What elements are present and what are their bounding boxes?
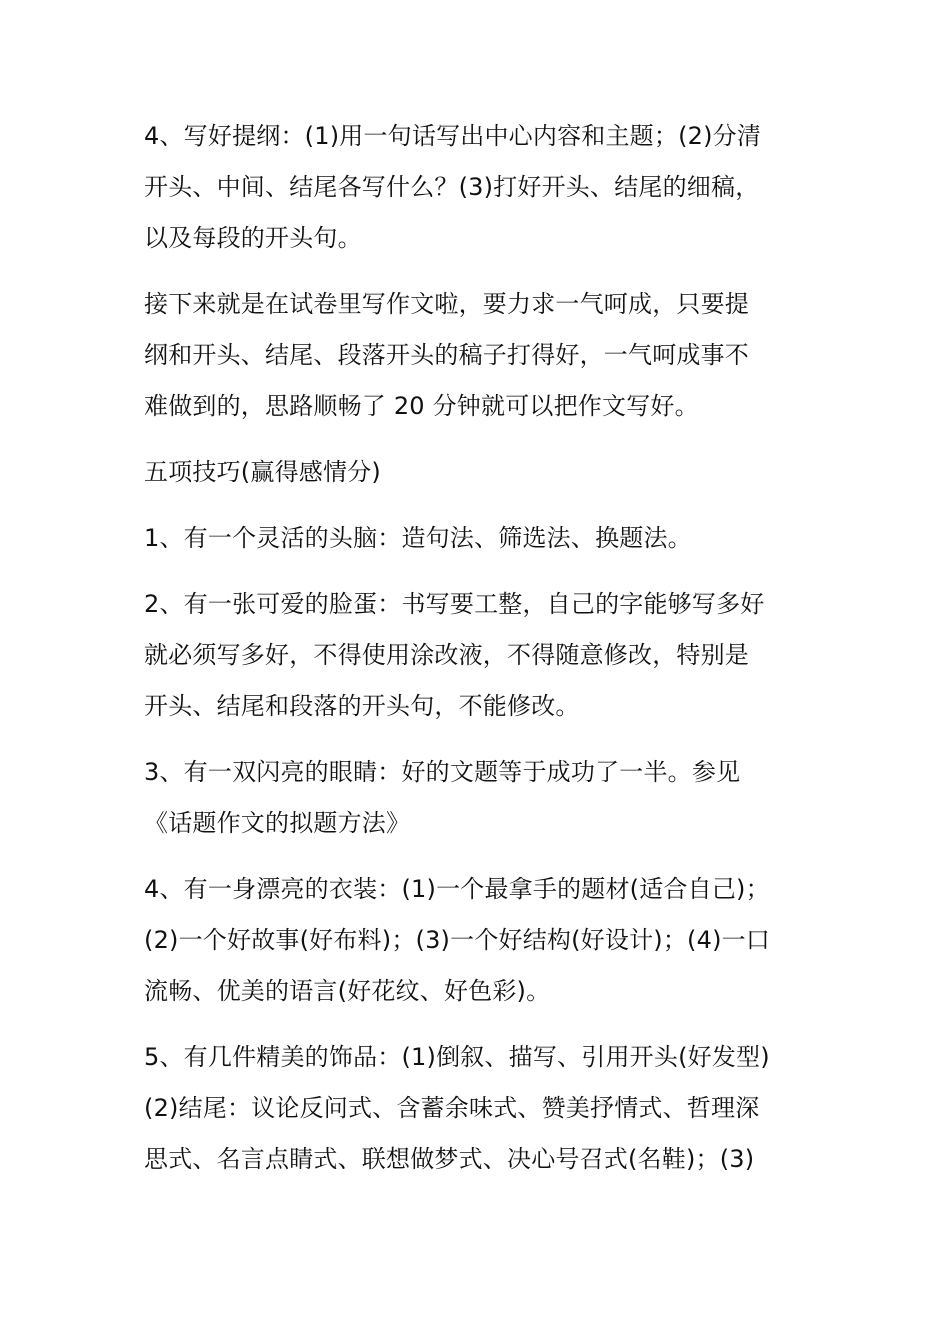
section-heading xyxy=(144,447,830,498)
paragraph-tip-2 xyxy=(144,579,830,732)
paragraph-tip-3 xyxy=(144,747,830,849)
text-line: 开头、结尾和段落的开头句，不能修改。 xyxy=(144,692,580,720)
text-line: 2、有一张可爱的脸蛋：书写要工整，自己的字能够写多好 xyxy=(144,590,765,618)
text-line: 4、写好提纲：(1)用一句话写出中心内容和主题；(2)分清 xyxy=(144,122,762,150)
paragraph-outline-step xyxy=(144,111,830,264)
text-line: 五项技巧(赢得感情分) xyxy=(144,458,381,486)
paragraph-tip-1 xyxy=(144,513,830,564)
text-line: 纲和开头、结尾、段落开头的稿子打得好，一气呵成事不 xyxy=(144,341,749,369)
text-line: 难做到的，思路顺畅了 20 分钟就可以把作文写好。 xyxy=(144,392,699,420)
text-line: 以及每段的开头句。 xyxy=(144,224,362,252)
text-line: 流畅、优美的语言(好花纹、好色彩)。 xyxy=(144,977,551,1005)
text-line: 5、有几件精美的饰品：(1)倒叙、描写、引用开头(好发型) xyxy=(144,1043,770,1071)
paragraph-write-essay xyxy=(144,279,830,432)
paragraph-tip-4 xyxy=(144,864,830,1017)
text-line: 4、有一身漂亮的衣装：(1)一个最拿手的题材(适合自己)； xyxy=(144,875,770,903)
text-line: 3、有一双闪亮的眼睛：好的文题等于成功了一半。参见 xyxy=(144,758,741,786)
text-line: 思式、名言点睛式、联想做梦式、决心号召式(名鞋)；(3) xyxy=(144,1145,755,1173)
text-line: 1、有一个灵活的头脑：造句法、筛选法、换题法。 xyxy=(144,524,692,552)
text-line: 接下来就是在试卷里写作文啦，要力求一气呵成，只要提 xyxy=(144,290,749,318)
text-line: 《话题作文的拟题方法》 xyxy=(144,809,411,837)
text-line: (2)一个好故事(好布料)；(3)一个好结构(好设计)；(4)一口 xyxy=(144,926,771,954)
text-line: (2)结尾：议论反问式、含蓄余味式、赞美抒情式、哲理深 xyxy=(144,1094,760,1122)
paragraph-tip-5 xyxy=(144,1032,830,1185)
text-line: 就必须写多好，不得使用涂改液，不得随意修改，特别是 xyxy=(144,641,749,669)
text-line: 开头、中间、结尾各写什么？(3)打好开头、结尾的细稿， xyxy=(144,173,760,201)
